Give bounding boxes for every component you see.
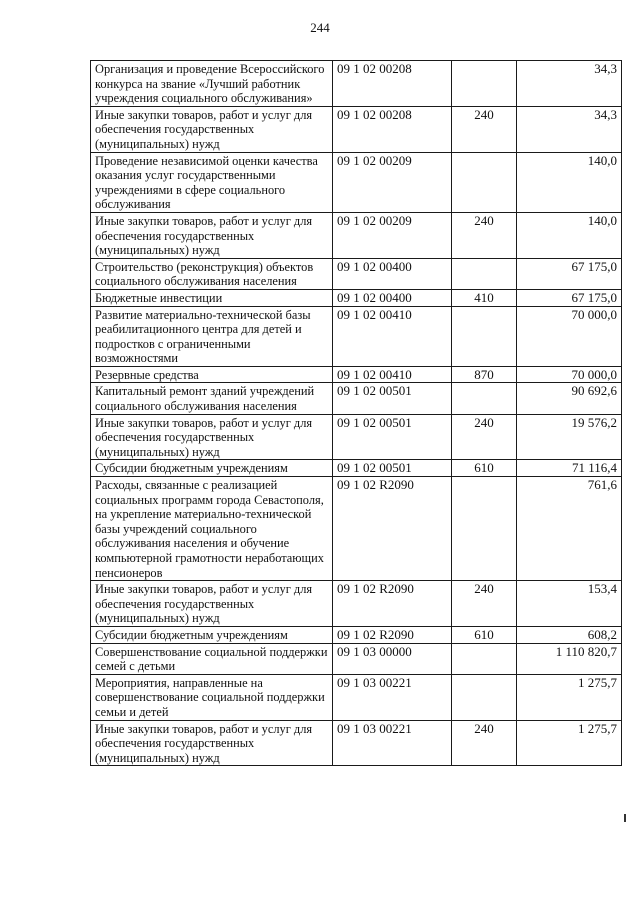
row-name: Организация и проведение Всероссийского конкурса на звание «Лучший работник учреждения социального обслуживания» — [91, 61, 333, 107]
row-sum: 761,6 — [517, 477, 622, 581]
row-code: 09 1 02 00410 — [333, 306, 452, 366]
budget-table — [90, 60, 622, 766]
table-row — [91, 366, 622, 383]
row-code: 09 1 02 00501 — [333, 460, 452, 477]
row-name: Иные закупки товаров, работ и услуг для обеспечения государственных (муниципальных) нужд — [91, 106, 333, 152]
page-number: 244 — [310, 20, 330, 35]
row-name: Субсидии бюджетным учреждениям — [91, 626, 333, 643]
row-name: Капитальный ремонт зданий учреждений социального обслуживания населения — [91, 383, 333, 414]
row-name: Субсидии бюджетным учреждениям — [91, 460, 333, 477]
table-row — [91, 258, 622, 289]
row-code: 09 1 02 00410 — [333, 366, 452, 383]
row-sum: 70 000,0 — [517, 366, 622, 383]
row-sum: 140,0 — [517, 212, 622, 258]
row-type: 240 — [452, 414, 517, 460]
table-row — [91, 106, 622, 152]
row-name: Иные закупки товаров, работ и услуг для обеспечения государственных (муниципальных) нужд — [91, 414, 333, 460]
row-code: 09 1 02 00400 — [333, 289, 452, 306]
row-type — [452, 258, 517, 289]
table-row — [91, 460, 622, 477]
row-sum: 1 275,7 — [517, 720, 622, 766]
row-code: 09 1 02 00208 — [333, 61, 452, 107]
table-row — [91, 581, 622, 627]
row-sum: 71 116,4 — [517, 460, 622, 477]
row-code: 09 1 02 00209 — [333, 152, 452, 212]
row-sum: 67 175,0 — [517, 289, 622, 306]
row-code: 09 1 02 00501 — [333, 383, 452, 414]
row-type — [452, 477, 517, 581]
row-name: Строительство (реконструкция) объектов социального обслуживания населения — [91, 258, 333, 289]
row-name: Резервные средства — [91, 366, 333, 383]
row-name: Проведение независимой оценки качества оказания услуг государственными учреждениями в сфере социального обслуживания — [91, 152, 333, 212]
row-sum: 140,0 — [517, 152, 622, 212]
row-code: 09 1 03 00221 — [333, 674, 452, 720]
row-type: 410 — [452, 289, 517, 306]
row-name: Иные закупки товаров, работ и услуг для обеспечения государственных (муниципальных) нужд — [91, 581, 333, 627]
table-row — [91, 61, 622, 107]
row-type — [452, 306, 517, 366]
table-row — [91, 626, 622, 643]
table-row — [91, 152, 622, 212]
row-type — [452, 61, 517, 107]
row-code: 09 1 02 R2090 — [333, 477, 452, 581]
row-name: Совершенствование социальной поддержки семей с детьми — [91, 643, 333, 674]
row-type — [452, 643, 517, 674]
row-name: Расходы, связанные с реализацией социальных программ города Севастополя, на укрепление материально-технической базы учреждений социального обслуживания населения и обучение компьютерной грамотности неработающих пенсионеров — [91, 477, 333, 581]
row-name: Иные закупки товаров, работ и услуг для обеспечения государственных (муниципальных) нужд — [91, 212, 333, 258]
row-type — [452, 383, 517, 414]
row-code: 09 1 02 R2090 — [333, 626, 452, 643]
row-type: 610 — [452, 626, 517, 643]
row-sum: 153,4 — [517, 581, 622, 627]
row-name: Иные закупки товаров, работ и услуг для обеспечения государственных (муниципальных) нужд — [91, 720, 333, 766]
row-sum: 67 175,0 — [517, 258, 622, 289]
row-sum: 1 275,7 — [517, 674, 622, 720]
row-code: 09 1 02 00209 — [333, 212, 452, 258]
scan-edge-mark — [624, 814, 626, 822]
row-code: 09 1 02 R2090 — [333, 581, 452, 627]
row-type: 240 — [452, 212, 517, 258]
row-type: 610 — [452, 460, 517, 477]
table-row — [91, 289, 622, 306]
table-row — [91, 720, 622, 766]
row-type: 240 — [452, 720, 517, 766]
row-sum: 19 576,2 — [517, 414, 622, 460]
row-name: Бюджетные инвестиции — [91, 289, 333, 306]
row-type: 240 — [452, 106, 517, 152]
row-type — [452, 152, 517, 212]
table-row — [91, 414, 622, 460]
row-code: 09 1 03 00000 — [333, 643, 452, 674]
row-code: 09 1 03 00221 — [333, 720, 452, 766]
row-type — [452, 674, 517, 720]
row-name: Мероприятия, направленные на совершенствование социальной поддержки семьи и детей — [91, 674, 333, 720]
table-row — [91, 383, 622, 414]
row-code: 09 1 02 00501 — [333, 414, 452, 460]
row-type: 240 — [452, 581, 517, 627]
row-sum: 70 000,0 — [517, 306, 622, 366]
row-code: 09 1 02 00400 — [333, 258, 452, 289]
row-sum: 34,3 — [517, 61, 622, 107]
row-name: Развитие материально-технической базы реабилитационного центра для детей и подростков с ограниченными возможностями — [91, 306, 333, 366]
table-row — [91, 477, 622, 581]
table-row — [91, 306, 622, 366]
row-sum: 34,3 — [517, 106, 622, 152]
row-code: 09 1 02 00208 — [333, 106, 452, 152]
row-sum: 608,2 — [517, 626, 622, 643]
row-sum: 90 692,6 — [517, 383, 622, 414]
table-row — [91, 643, 622, 674]
row-type: 870 — [452, 366, 517, 383]
table-row — [91, 212, 622, 258]
table-row — [91, 674, 622, 720]
row-sum: 1 110 820,7 — [517, 643, 622, 674]
